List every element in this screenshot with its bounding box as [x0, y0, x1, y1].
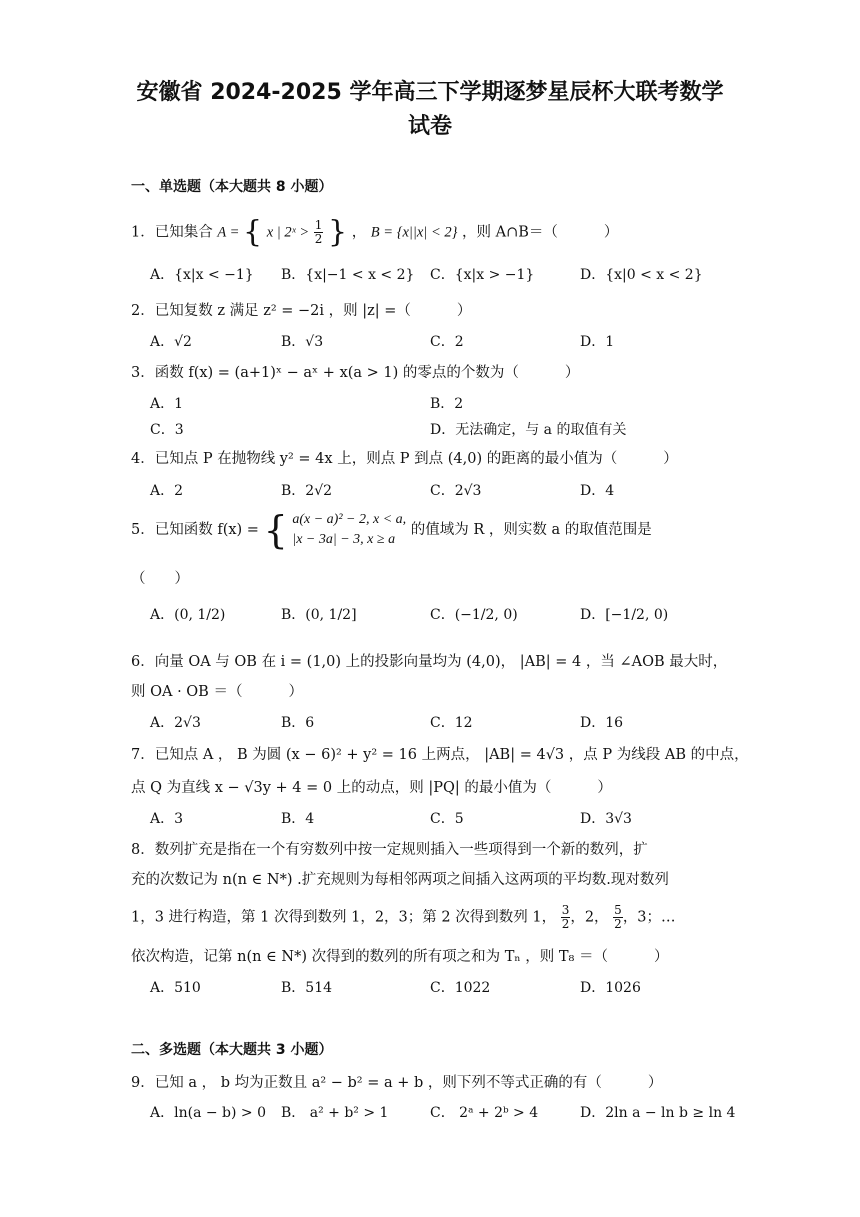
q5-prefix: 5．已知函数 f(x) = [131, 522, 259, 538]
q8-close: ） [653, 949, 669, 965]
q8-line3-part-b: ，2， [570, 909, 609, 926]
q3-option-b: B．2 [430, 396, 464, 412]
q1-fraction [314, 219, 324, 246]
q4-close: ） [663, 451, 678, 467]
section-heading-single-choice: 一、单选题（本大题共 8 小题） [131, 179, 333, 195]
q1-option-d: D．{x|0 < x < 2} [580, 267, 703, 283]
q1-right-brace: } [327, 214, 348, 250]
q5-post: 的值域为 R ，则实数 a 的取值范围是 [410, 522, 652, 538]
question-8-line1: 8．数列扩充是指在一个有穷数列中按一定规则插入一些项得到一个新的数列，扩 [131, 842, 648, 858]
question-8-line3 [131, 904, 676, 931]
q5-brace: { [263, 508, 288, 552]
q6-close: ） [288, 684, 303, 700]
q7-option-c: C．5 [430, 811, 464, 827]
q1-option-a: A．{x|x < −1} [150, 267, 254, 283]
q8-line3-part-c: ，3；… [622, 909, 676, 926]
q4-text: 4．已知点 P 在抛物线 y² = 4x 上，则点 P 到点 (4,0) 的距离的最小值为（ [131, 451, 618, 467]
q2-close: ） [456, 303, 472, 319]
q1-close: ） [603, 224, 619, 241]
q8-option-c: C．1022 [430, 980, 491, 996]
question-1 [131, 214, 619, 250]
q6-option-c: C．12 [430, 715, 473, 731]
document-title-line1: 安徽省 2024-2025 学年高三下学期逐梦星辰杯大联考数学 [136, 80, 724, 105]
q1-left-brace: { [242, 214, 263, 250]
question-4 [131, 447, 678, 468]
q8-option-a: A．510 [150, 980, 201, 996]
q7-option-b: B．4 [281, 811, 315, 827]
q5-option-d: D．[−1/2, 0) [580, 607, 669, 623]
q6-option-b: B．6 [281, 715, 315, 731]
q9-close: ） [647, 1075, 663, 1091]
q2-option-c: C．2 [430, 334, 464, 350]
question-8-line2: 充的次数记为 n(n ∈ N*) .扩充规则为每相邻两项之间插入这两项的平均数.现对数列 [131, 872, 669, 888]
q6-option-a: A．2√3 [150, 715, 201, 731]
q9-text: 9．已知 a ， b 均为正数且 a² − b² = a + b ，则下列不等式正确的有（ [131, 1075, 602, 1091]
q3-option-c: C．3 [150, 422, 184, 438]
question-8-line4 [131, 945, 668, 966]
q5-option-a: A．(0, 1/2) [150, 607, 226, 623]
q1-set-a-body: x | 2ˣ > [266, 224, 310, 241]
question-3 [131, 361, 579, 382]
q2-option-a: A．√2 [150, 334, 192, 350]
q5-case-2: |x − 3a| − 3, x ≥ a [292, 532, 396, 547]
question-9 [131, 1071, 662, 1092]
q1-option-b: B．{x|−1 < x < 2} [281, 267, 415, 283]
q8-fraction-3-2 [561, 904, 571, 931]
question-6-line2 [131, 680, 303, 701]
question-5 [131, 510, 652, 550]
q6-line2-text: 则 OA · OB ＝（ [131, 684, 243, 700]
q4-option-c: C．2√3 [430, 483, 482, 499]
q5-piecewise [292, 510, 406, 550]
question-7-line1: 7．已知点 A ， B 为圆 (x − 6)² + y² = 16 上两点， |AB| = 4√3 ，点 P 为线段 AB 的中点， [131, 747, 749, 763]
q1-set-b: B = {x||x| < 2} [370, 224, 458, 241]
q8-f1-num: 3 [561, 903, 570, 917]
q5-option-b: B．(0, 1/2] [281, 607, 357, 623]
q8-option-b: B．514 [281, 980, 333, 996]
q2-option-b: B．√3 [281, 334, 324, 350]
q3-option-d: D．无法确定，与 a 的取值有关 [430, 422, 627, 438]
q1-ask: ，则 A∩B＝（ [462, 224, 558, 241]
q4-option-a: A．2 [150, 483, 184, 499]
q1-prefix: 1．已知集合 [131, 224, 213, 241]
question-2 [131, 299, 471, 320]
q9-option-d: D．2ln a − ln b ≥ ln 4 [580, 1105, 736, 1121]
section-heading-multiple-choice: 二、多选题（本大题共 3 小题） [131, 1042, 333, 1058]
q1-set-a-lhs: A = [217, 224, 243, 241]
q8-f1-den: 2 [561, 917, 570, 931]
q3-close: ） [564, 365, 580, 381]
q4-option-b: B．2√2 [281, 483, 333, 499]
q6-option-d: D．16 [580, 715, 624, 731]
q1-fraction-den: 2 [314, 232, 323, 246]
q1-fraction-num: 1 [314, 218, 323, 232]
q9-option-a: A．ln(a − b) > 0 [150, 1105, 267, 1121]
document-title-line2: 试卷 [407, 114, 452, 139]
q9-option-c: C． 2ᵃ + 2ᵇ > 4 [430, 1105, 539, 1121]
q7-option-a: A．3 [150, 811, 184, 827]
q7-line2-text: 点 Q 为直线 x − √3y + 4 = 0 上的动点，则 |PQ| 的最小值为（ [131, 780, 552, 796]
q1-option-c: C．{x|x > −1} [430, 267, 535, 283]
q2-text: 2．已知复数 z 满足 z² = −2i ，则 |z| =（ [131, 303, 411, 319]
q8-line3-part-a: 1，3 进行构造，第 1 次得到数列 1，2，3；第 2 次得到数列 1， [131, 909, 557, 926]
question-7-line2 [131, 776, 612, 797]
q3-option-a: A．1 [150, 396, 184, 412]
q2-option-d: D．1 [580, 334, 615, 350]
q5-paren: （ ） [131, 571, 189, 587]
q8-f2-den: 2 [614, 917, 622, 931]
q8-line4-text: 依次构造，记第 n(n ∈ N*) 次得到的数列的所有项之和为 Tₙ ，则 T₈ ＝（ [131, 949, 608, 965]
q1-comma: ， [351, 224, 367, 241]
q5-option-c: C．(−1/2, 0) [430, 607, 518, 623]
q7-close: ） [597, 780, 612, 796]
q3-text: 3．函数 f(x) = (a+1)ˣ − aˣ + x(a > 1) 的零点的个数为（ [131, 365, 519, 381]
q8-option-d: D．1026 [580, 980, 641, 996]
q7-option-d: D．3√3 [580, 811, 632, 827]
q8-fraction-5-2 [613, 904, 623, 931]
q8-f2-num: 5 [614, 903, 622, 917]
question-6-line1: 6．向量 OA 与 OB 在 i = (1,0) 上的投影向量均为 (4,0)， |AB| = 4 ，当 ∠AOB 最大时， [131, 654, 728, 670]
q9-option-b: B． a² + b² > 1 [281, 1105, 389, 1121]
q5-case-1: a(x − a)² − 2, x < a, [292, 512, 407, 527]
q4-option-d: D．4 [580, 483, 615, 499]
